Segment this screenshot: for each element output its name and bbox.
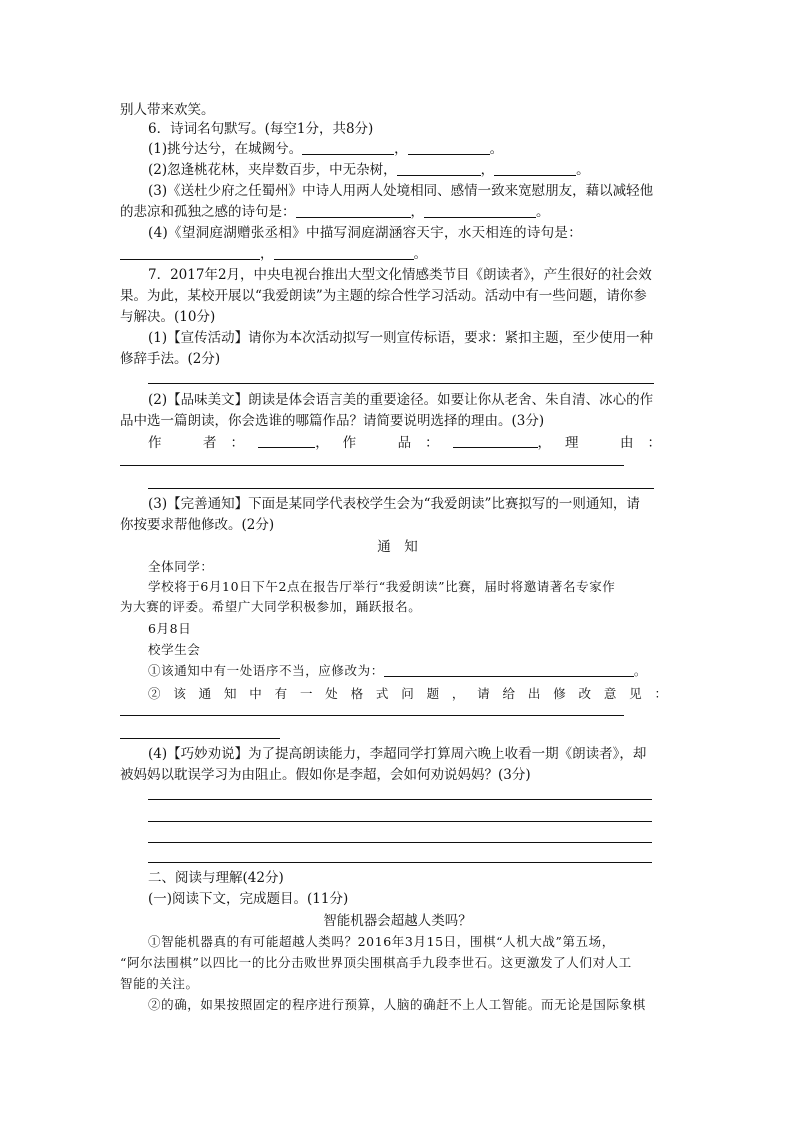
question-6-1: (1)挑兮达兮，在城阙兮。 ， 。 bbox=[148, 141, 504, 157]
answer-line bbox=[148, 842, 652, 843]
question-7-3: (3)【完善通知】下面是某同学代表校学生会为“我爱朗读”比赛拟写的一则通知，请 bbox=[148, 496, 640, 512]
answer-line bbox=[148, 488, 654, 489]
article-paragraph-1-c: 智能的关注。 bbox=[120, 976, 199, 991]
question-7-intro-2: 果。为此，某校开展以“我爱朗读”为主题的综合性学习活动。活动中有一些问题，请你参 bbox=[120, 288, 647, 304]
section-2-title: 二、阅读与理解(42分) bbox=[148, 870, 284, 886]
answer-line bbox=[120, 738, 280, 739]
article-paragraph-1: ①智能机器真的有可能超越人类吗？2016年3月15日，围棋“人机大战”第五场， bbox=[148, 934, 615, 949]
notice-body: 学校将于6月10日下午2点在报告厅举行“我爱朗读”比赛，届时将邀请著名专家作 bbox=[148, 579, 616, 594]
notice-sign: 校学生会 bbox=[148, 642, 201, 657]
answer-line bbox=[148, 821, 652, 822]
question-7-intro: 7．2017年2月，中央电视台推出大型文化情感类节目《朗读者》，产生很好的社会效 bbox=[148, 267, 652, 283]
answer-line bbox=[148, 799, 652, 800]
answer-line bbox=[148, 383, 654, 384]
notice-title: 通 知 bbox=[377, 539, 418, 555]
question-6-4: (4)《望洞庭湖赠张丞相》中描写洞庭湖涵容天宇，水天相连的诗句是： bbox=[148, 225, 583, 241]
question-7-2: (2)【品味美文】朗读是体会语言美的重要途径。如要让你从老舍、朱自清、冰心的作 bbox=[148, 392, 654, 408]
article-paragraph-1-b: “阿尔法围棋”以四比一的比分击败世界顶尖围棋高手九段李世石。这更激发了人们对人工 bbox=[120, 955, 632, 970]
answer-line bbox=[120, 465, 624, 466]
question-7-3-2: ②该通知中有一处格式问题，请给出修改意见： bbox=[148, 686, 675, 701]
question-7-1: (1)【宣传活动】请你为本次活动拟写一则宣传标语，要求：紧扣主题，至少使用一种 bbox=[148, 330, 654, 346]
article-paragraph-2: ②的确，如果按照固定的程序进行预算，人脑的确赶不上人工智能。而无论是国际象棋 bbox=[148, 997, 646, 1012]
question-7-2-fields: 作 者： ，作 品： ，理 由： bbox=[148, 435, 675, 451]
notice-date: 6月8日 bbox=[148, 621, 192, 636]
question-7-1-b: 修辞手法。(2分) bbox=[120, 351, 221, 367]
article-title: 智能机器会超越人类吗？ bbox=[323, 913, 472, 929]
question-6-title: 6．诗词名句默写。(每空1分，共8分) bbox=[148, 121, 374, 137]
question-7-intro-3: 与解决。(10分) bbox=[120, 309, 216, 325]
question-7-2-b: 品中选一篇朗读，你会选谁的哪篇作品？请简要说明选择的理由。(3分) bbox=[120, 413, 545, 429]
question-6-2: (2)忽逢桃花林，夹岸数百步，中无杂树， ， 。 bbox=[148, 162, 590, 178]
notice-body-2: 为大赛的评委。希望广大同学积极参加，踊跃报名。 bbox=[120, 599, 422, 614]
question-7-3-1: ①该通知中有一处语序不当，应修改为： 。 bbox=[148, 663, 647, 678]
question-7-3-b: 你按要求帮他修改。(2分) bbox=[120, 517, 275, 533]
question-6-4-answer: ， 。 bbox=[120, 244, 675, 264]
section-2-subtitle: (一)阅读下文，完成题目。(11分) bbox=[148, 891, 349, 907]
question-7-4-b: 被妈妈以耽误学习为由阻止。假如你是李超，会如何劝说妈妈？(3分) bbox=[120, 767, 531, 783]
notice-greeting: 全体同学： bbox=[148, 559, 214, 574]
text-line: 别人带来欢笑。 bbox=[120, 102, 215, 118]
answer-line bbox=[148, 862, 652, 863]
question-6-3-answer: 的悲凉和孤独之感的诗句是： ， 。 bbox=[120, 204, 550, 220]
question-6-3: (3)《送杜少府之任蜀州》中诗人用两人处境相同、感情一致来宽慰朋友，藉以减轻他 bbox=[148, 183, 654, 199]
answer-line bbox=[120, 715, 624, 716]
question-7-4: (4)【巧妙劝说】为了提高朗读能力，李超同学打算周六晚上收看一期《朗读者》，却 bbox=[148, 746, 647, 762]
